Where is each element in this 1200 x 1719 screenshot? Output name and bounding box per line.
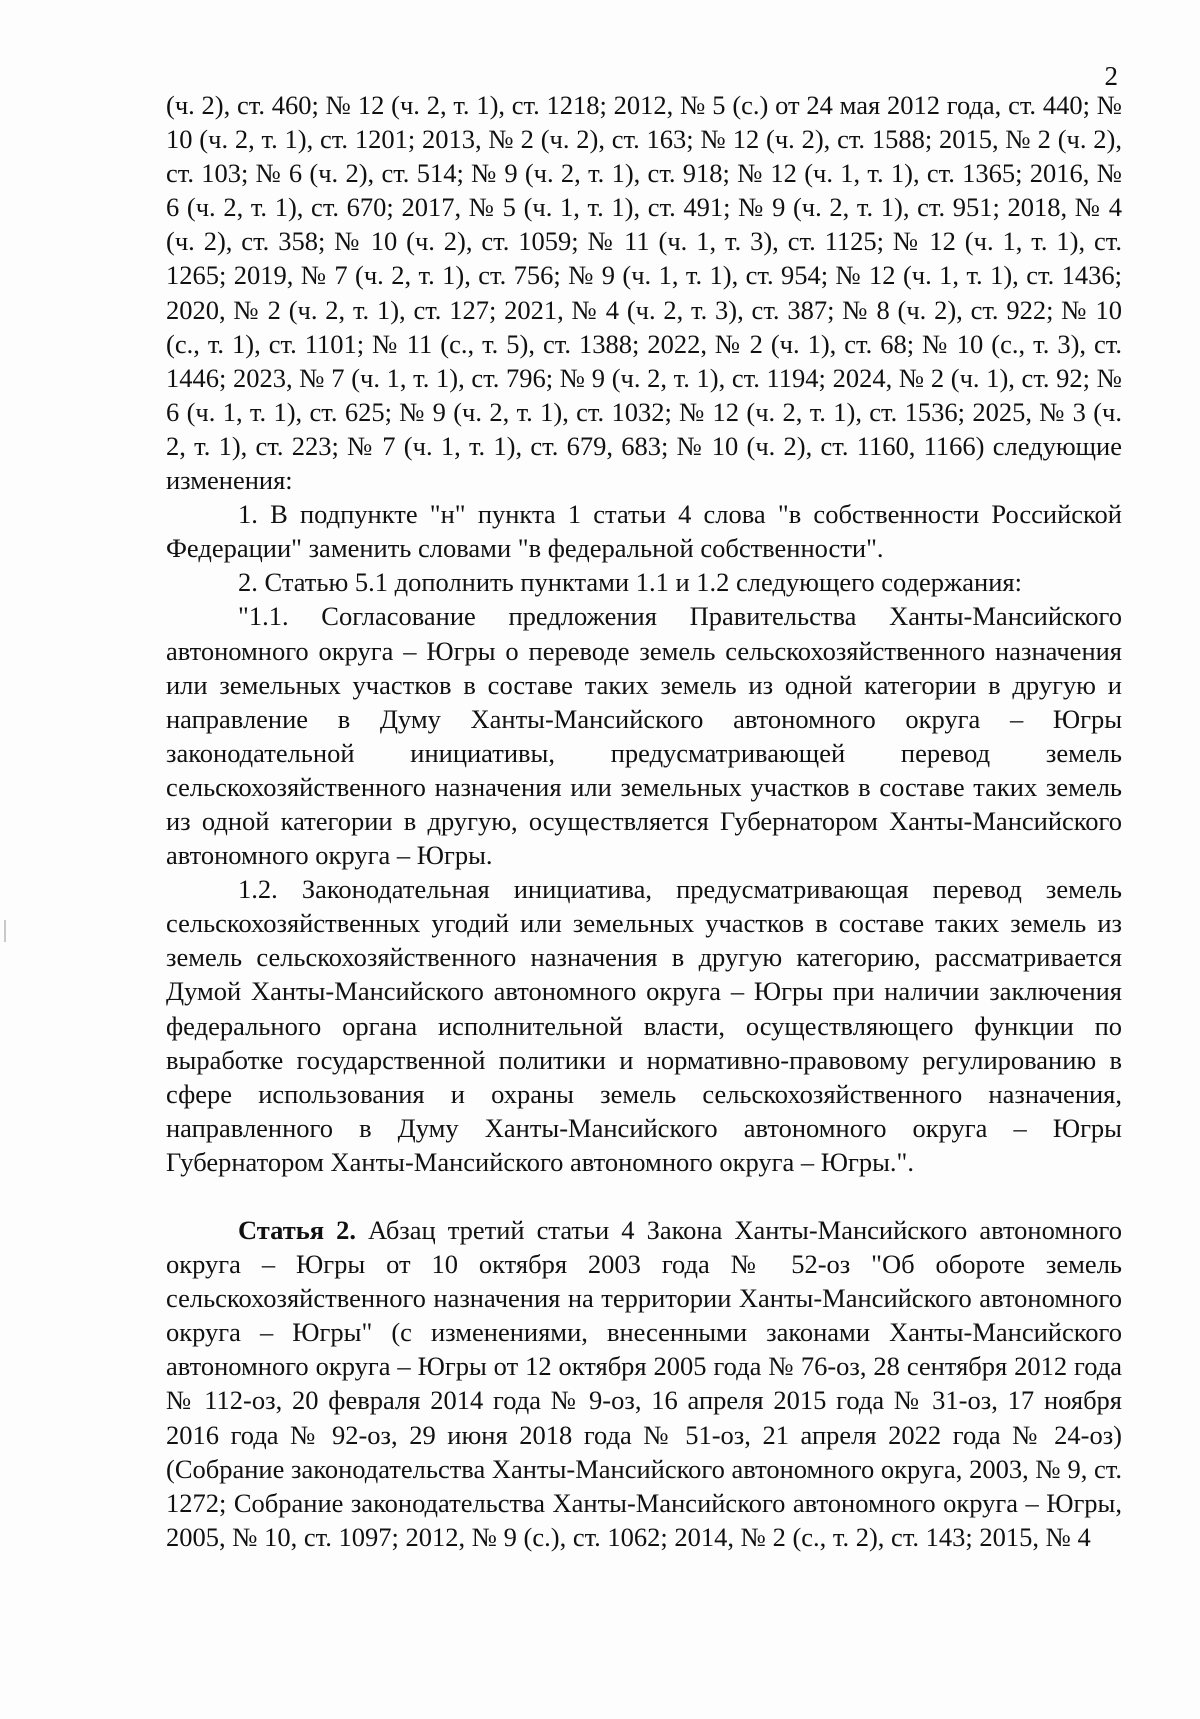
scan-margin-mark (4, 920, 6, 942)
paragraph-item-1-1: "1.1. Согласование предложения Правительства Ханты-Мансийского автономного округа – Югры о переводе земель сельскохозяйственного назначения или земельных участков в составе таких земель из одной категории в другую и направление в Думу Ханты-Мансийского автономного округа – Югры законодательной инициативы, предусматривающей перевод земель сельскохозяйственного назначения или земельных участков в составе таких земель из одной категории в другую, осуществляется Губернатором Ханты-Мансийского автономного округа – Югры. (166, 601, 1122, 871)
paragraph-item-1: 1. В подпункте "н" пункта 1 статьи 4 слова "в собственности Российской Федерации" заменить словами "в федеральной собственности". (166, 499, 1122, 564)
article-2-label: Статья 2. (238, 1215, 356, 1245)
paragraph-citations: (ч. 2), ст. 460; № 12 (ч. 2, т. 1), ст. 1218; 2012, № 5 (с.) от 24 мая 2012 года, ст. 440; № 10 (ч. 2, т. 1), ст. 1201; 2013, № 2 (ч. 2), ст. 163; № 12 (ч. 2), ст. 1588; 2015, № 2 (ч. 2), ст. 103; № 6 (ч. 2), ст. 514; № 9 (ч. 2, т. 1), ст. 918; № 12 (ч. 1, т. 1), ст. 1365; 2016, № 6 (ч. 2, т. 1), ст. 670; 2017, № 5 (ч. 1, т. 1), ст. 491; № 9 (ч. 2, т. 1), ст. 951; 2018, № 4 (ч. 2), ст. 358; № 10 (ч. 2), ст. 1059; № 11 (ч. 1, т. 3), ст. 1125; № 12 (ч. 1, т. 1), ст. 1265; 2019, № 7 (ч. 2, т. 1), ст. 756; № 9 (ч. 1, т. 1), ст. 954; № 12 (ч. 1, т. 1), ст. 1436; 2020, № 2 (ч. 2, т. 1), ст. 127; 2021, № 4 (ч. 2, т. 3), ст. 387; № 8 (ч. 2), ст. 922; № 10 (с., т. 1), ст. 1101; № 11 (с., т. 5), ст. 1388; 2022, № 2 (ч. 1), ст. 68; № 10 (с., т. 3), ст. 1446; 2023, № 7 (ч. 1, т. 1), ст. 796; № 9 (ч. 2, т. 1), ст. 1194; 2024, № 2 (ч. 1), ст. 92; № 6 (ч. 1, т. 1), ст. 625; № 9 (ч. 2, т. 1), ст. 1032; № 12 (ч. 2, т. 1), ст. 1536; 2025, № 3 (ч. 2, т. 1), ст. 223; № 7 (ч. 1, т. 1), ст. 679, 683; № 10 (ч. 2), ст. 1160, 1166) следующие изменения: (166, 90, 1122, 496)
paragraph-item-2: 2. Статью 5.1 дополнить пунктами 1.1 и 1.2 следующего содержания: (238, 567, 1022, 598)
article-2-text: Абзац третий статьи 4 Закона Ханты-Мансийского автономного округа – Югры от 10 октября 2003 года № 52-оз "Об обороте земель сельскохозяйственного назначения на территории Ханты-Мансийского автономного округа – Югры" (с изменениями, внесенными законами Ханты-Мансийского автономного округа – Югры от 12 октября 2005 года № 76-оз, 28 сентября 2012 года № 112-оз, 20 февраля 2014 года № 9-оз, 16 апреля 2015 года № 31-оз, 17 ноября 2016 года № 92-оз, 29 июня 2018 года № 51-оз, 21 апреля 2022 года № 24-оз) (Собрание законодательства Ханты-Мансийского автономного округа, 2003, № 9, ст. 1272; Собрание законодательства Ханты-Мансийского автономного округа – Югры, 2005, № 10, ст. 1097; 2012, № 9 (с.), ст. 1062; 2014, № 2 (с., т. 2), ст. 143; 2015, № 4 (166, 1215, 1123, 1552)
paragraph-item-1-2: 1.2. Законодательная инициатива, предусматривающая перевод земель сельскохозяйственных угодий или земельных участков в составе таких земель из земель сельскохозяйственного назначения в другую категорию, рассматривается Думой Ханты-Мансийского автономного округа – Югры при наличии заключения федерального органа исполнительной власти, осуществляющего функции по выработке государственной политики и нормативно-правовому регулированию в сфере использования и охраны земель сельскохозяйственного назначения, направленного в Думу Ханты-Мансийского автономного округа – Югры Губернатором Ханты-Мансийского автономного округа – Югры.". (166, 874, 1122, 1177)
page-number: 2 (1104, 61, 1118, 91)
paragraph-article-2 (166, 1213, 1122, 1554)
document-body (166, 88, 1122, 1554)
